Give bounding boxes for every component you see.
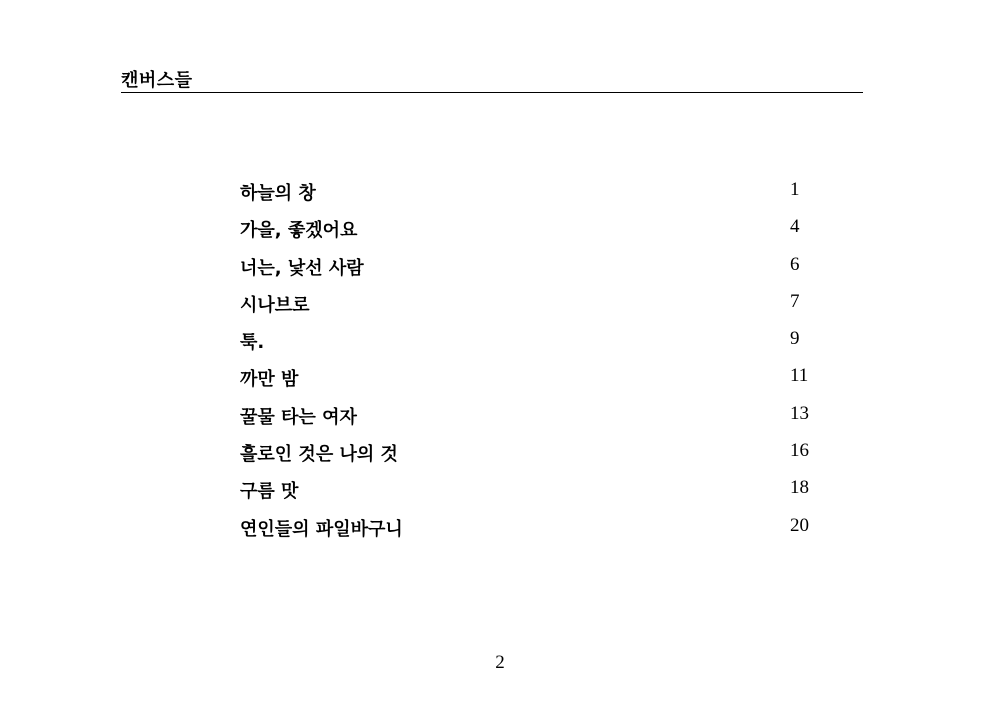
toc-entry (240, 397, 820, 434)
table-of-contents (240, 173, 820, 546)
toc-entry-title: 구름 맛 (240, 481, 299, 503)
toc-entry (240, 359, 820, 396)
page-number: 2 (495, 652, 505, 673)
toc-entry-page: 6 (790, 253, 800, 275)
running-header (121, 64, 863, 93)
toc-entry-page: 1 (790, 179, 800, 200)
toc-entry-page: 11 (790, 365, 809, 387)
toc-entry-page: 4 (790, 216, 800, 238)
toc-entry (240, 322, 820, 359)
toc-entry (240, 248, 820, 285)
toc-entry (240, 471, 820, 508)
toc-entry-title: 흘로인 것은 나의 것 (240, 444, 398, 466)
toc-entry-page: 9 (790, 328, 800, 350)
toc-entry (240, 173, 820, 210)
toc-entry-title: 툭. (240, 332, 265, 354)
toc-entry-page: 13 (790, 402, 809, 424)
toc-entry-title: 까만 밤 (240, 369, 299, 391)
toc-entry-title: 가을, 좋겠어요 (240, 220, 358, 242)
toc-entry-title: 하늘의 창 (240, 183, 316, 204)
toc-entry (240, 509, 820, 546)
toc-entry-page: 20 (790, 514, 809, 536)
toc-entry-page: 18 (790, 477, 809, 499)
header-title: 캔버스들 (121, 70, 193, 91)
toc-entry-title: 연인들의 파일바구니 (240, 518, 403, 540)
toc-entry-page: 16 (790, 440, 809, 462)
toc-entry (240, 285, 820, 322)
toc-entry-title: 꿀물 타는 여자 (240, 406, 357, 428)
toc-entry (240, 434, 820, 471)
toc-entry-title: 너는, 낯선 사람 (240, 257, 364, 279)
toc-entry (240, 210, 820, 247)
toc-entry-page: 7 (790, 290, 800, 312)
toc-entry-title: 시나브로 (240, 294, 310, 316)
